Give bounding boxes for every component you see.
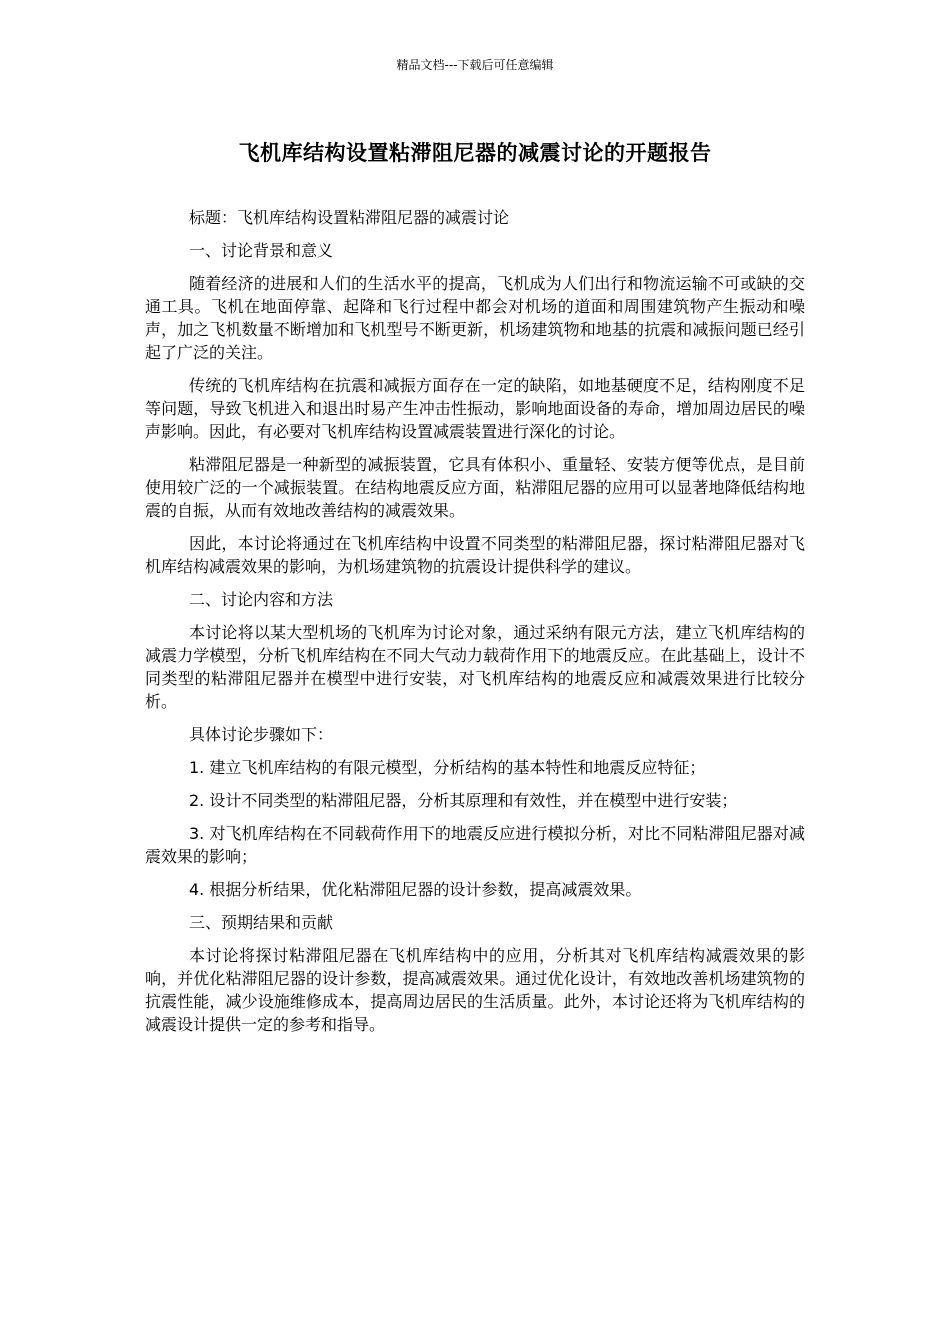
paragraph: 随着经济的进展和人们的生活水平的提高，飞机成为人们出行和物流运输不可或缺的交通工具。飞机在地面停靠、起降和飞行过程中都会对机场的道面和周围建筑物产生振动和噪声，加之飞机数量不断增加和飞机型号不断更新，机场建筑物和地基的抗震和减振问题已经引起了广泛的关注。 xyxy=(145,274,805,362)
step-item: 4. 根据分析结果，优化粘滞阻尼器的设计参数，提高减震效果。 xyxy=(189,880,642,899)
page-header: 精品文档---下载后可任意编辑 xyxy=(396,58,554,72)
paragraph: 粘滞阻尼器是一种新型的减振装置，它具有体积小、重量轻、安装方便等优点，是目前使用较广泛的一个减振装置。在结构地震反应方面，粘滞阻尼器的应用可以显著地降低结构地震的自振，从而有效地改善结构的减震效果。 xyxy=(145,455,805,520)
paragraph: 传统的飞机库结构在抗震和减振方面存在一定的缺陷，如地基硬度不足，结构刚度不足等问题，导致飞机进入和退出时易产生冲击性振动，影响地面设备的寿命，增加周边居民的噪声影响。因此，有必要对飞机库结构设置减震装置进行深化的讨论。 xyxy=(145,376,805,441)
document-title: 飞机库结构设置粘滞阻尼器的减震讨论的开题报告 xyxy=(238,141,712,165)
step-item: 2. 设计不同类型的粘滞阻尼器，分析其原理和有效性，并在模型中进行安装； xyxy=(189,791,738,810)
step-item: 3. 对飞机库结构在不同载荷作用下的地震反应进行模拟分析，对比不同粘滞阻尼器对减震效果的影响； xyxy=(145,824,805,866)
section-heading-expected-results: 三、预期结果和贡献 xyxy=(189,913,334,932)
subject-line: 标题：飞机库结构设置粘滞阻尼器的减震讨论 xyxy=(189,208,510,227)
steps-intro: 具体讨论步骤如下： xyxy=(189,725,334,744)
step-item: 1. 建立飞机库结构的有限元模型，分析结构的基本特性和地震反应特征； xyxy=(189,758,706,777)
paragraph: 因此，本讨论将通过在飞机库结构中设置不同类型的粘滞阻尼器，探讨粘滞阻尼器对飞机库结构减震效果的影响，为机场建筑物的抗震设计提供科学的建议。 xyxy=(145,534,805,576)
document-body xyxy=(145,206,805,1046)
paragraph: 本讨论将探讨粘滞阻尼器在飞机库结构中的应用，分析其对飞机库结构减震效果的影响，并优化粘滞阻尼器的设计参数，提高减震效果。通过优化设计，有效地改善机场建筑物的抗震性能，减少设施维修成本，提高周边居民的生活质量。此外，本讨论还将为飞机库结构的减震设计提供一定的参考和指导。 xyxy=(145,946,805,1034)
paragraph: 本讨论将以某大型机场的飞机库为讨论对象，通过采纳有限元方法，建立飞机库结构的减震力学模型，分析飞机库结构在不同大气动力载荷作用下的地震反应。在此基础上，设计不同类型的粘滞阻尼器并在模型中进行安装，对飞机库结构的地震反应和减震效果进行比较分析。 xyxy=(145,623,805,711)
section-heading-content-methods: 二、讨论内容和方法 xyxy=(189,590,334,609)
section-heading-background: 一、讨论背景和意义 xyxy=(189,241,334,260)
